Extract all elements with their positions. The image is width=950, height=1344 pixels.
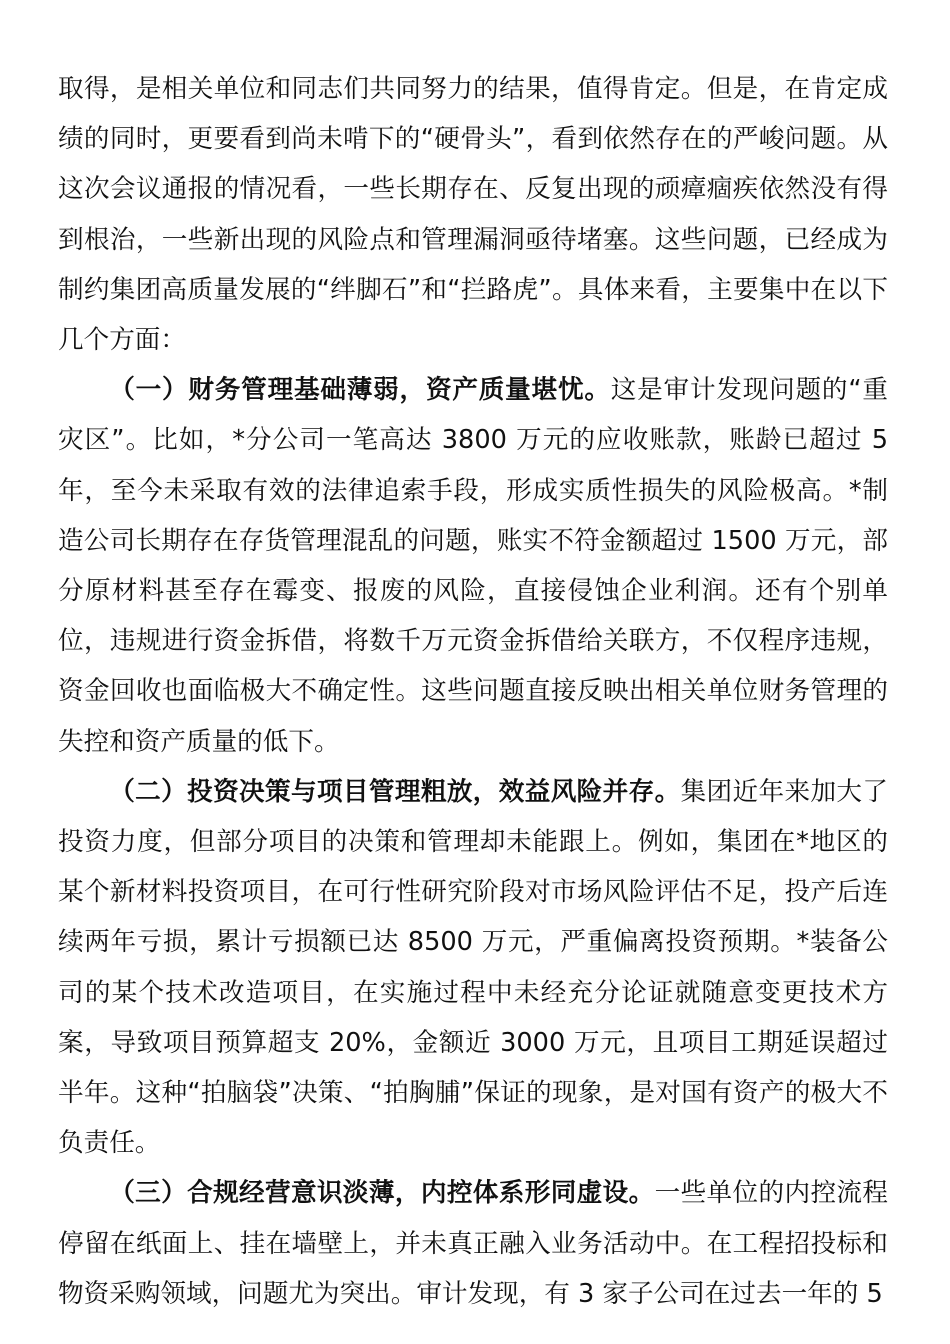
paragraph-section-3 (58, 1168, 888, 1319)
paragraph-section-1 (58, 365, 888, 767)
section-heading: （二）投资决策与项目管理粗放，效益风险并存。 (109, 776, 681, 807)
paragraph-text: 一些单位的内控流程停留在纸面上、挂在墙壁上，并未真正融入业务活动中。在工程招投标和物资采购领域，问题尤为突出。审计发现，有 3 家子公司在过去一年的 5 (58, 1178, 888, 1309)
paragraph-text: 这是审计发现问题的“重灾区”。比如，*分公司一笔高达 3800 万元的应收账款，账龄已超过 5 年，至今未采取有效的法律追索手段，形成实质性损失的风险极高。*制造公司长期存在存货管理混乱的问题，账实不符金额超过 1500 万元，部分原材料甚至存在霉变、报废的风险，直接侵蚀企业利润。还有个别单位，违规进行资金拆借，将数千万元资金拆借给关联方，不仅程序违规，资金回收也面临极大不确定性。这些问题直接反映出相关单位财务管理的失控和资产质量的低下。 (58, 375, 888, 757)
section-heading: （一）财务管理基础薄弱，资产质量堪忧。 (109, 375, 611, 406)
paragraph-section-2 (58, 767, 888, 1169)
paragraph-intro (58, 64, 888, 365)
section-heading: （三）合规经营意识淡薄，内控体系形同虚设。 (109, 1178, 655, 1209)
paragraph-text: 集团近年来加大了投资力度，但部分项目的决策和管理却未能跟上。例如，集团在*地区的某个新材料投资项目，在可行性研究阶段对市场风险评估不足，投产后连续两年亏损，累计亏损额已达 8500 万元，严重偏离投资预期。*装备公司的某个技术改造项目，在实施过程中未经充分论证就随意变更技术方案，导致项目预算超支 20%，金额近 3000 万元，且项目工期延误超过半年。这种“拍脑袋”决策、“拍胸脯”保证的现象，是对国有资产的极大不负责任。 (58, 776, 888, 1159)
document-page (58, 64, 888, 1319)
paragraph-text: 取得，是相关单位和同志们共同努力的结果，值得肯定。但是，在肯定成绩的同时，更要看到尚未啃下的“硬骨头”，看到依然存在的严峻问题。从这次会议通报的情况看，一些长期存在、反复出现的顽瘴痼疾依然没有得到根治，一些新出现的风险点和管理漏洞亟待堵塞。这些问题，已经成为制约集团高质量发展的“绊脚石”和“拦路虎”。具体来看，主要集中在以下几个方面： (58, 74, 888, 356)
